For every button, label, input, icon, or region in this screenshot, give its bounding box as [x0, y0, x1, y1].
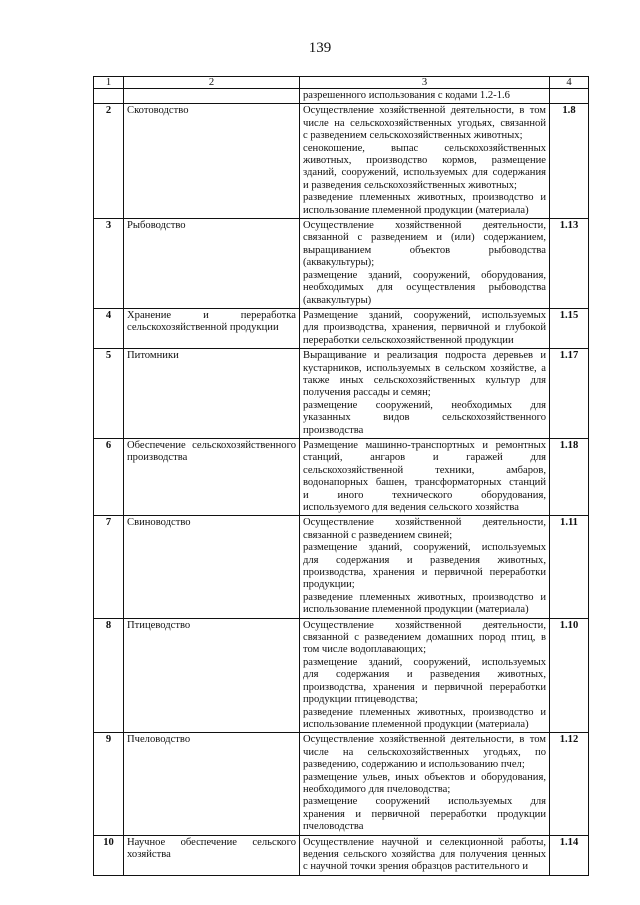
- classifier-code: 1.15: [550, 308, 589, 348]
- description-line: животных, производство кормов, размещение: [303, 155, 546, 167]
- description-line: Осуществление научной и селекционной работы,: [303, 836, 546, 848]
- table-row: [94, 104, 589, 219]
- description-line: указанных видов сельскохозяйственного: [303, 412, 546, 424]
- header-col-2: 2: [124, 77, 300, 89]
- description-line: связанной с разведением свиней;: [303, 529, 453, 541]
- use-type-name: Пчеловодство: [124, 733, 300, 835]
- continuation-text: разрешенного использования с кодами 1.2-1.6: [300, 89, 550, 104]
- description-line: станций, ангаров и гаражей для: [303, 452, 546, 464]
- description-line: для содержания и разведения животных,: [303, 669, 546, 681]
- description-line: также иных сельскохозяйственных культур для: [303, 374, 546, 386]
- use-type-description: [300, 438, 550, 515]
- header-col-4: 4: [550, 77, 589, 89]
- use-type-name: Свиноводство: [124, 516, 300, 618]
- description-line: ведения сельского хозяйства для получения ценных: [303, 848, 546, 860]
- use-type-name: Скотоводство: [124, 104, 300, 219]
- use-type-name: Рыбоводство: [124, 219, 300, 309]
- description-line: Размещение зданий, сооружений, используемых: [303, 309, 546, 321]
- description-line: необходимых для осуществления рыбоводства: [303, 282, 546, 294]
- use-type-name: Обеспечение сельскохозяйственного производства: [124, 438, 300, 515]
- table-row: [94, 219, 589, 309]
- classifier-code: 1.12: [550, 733, 589, 835]
- description-line: размещение зданий, сооружений, используемых: [303, 656, 546, 668]
- row-number: 9: [94, 733, 124, 835]
- classifier-code: 1.17: [550, 349, 589, 439]
- description-line: Осуществление хозяйственной деятельности,: [303, 220, 546, 232]
- header-col-3: 3: [300, 77, 550, 89]
- description-line: водонапорных башен, трансформаторных станций: [303, 477, 546, 489]
- row-number: 6: [94, 438, 124, 515]
- description-line: использование племенной продукции (материала): [303, 204, 529, 216]
- description-line: производства, хранения и первичной переработки: [303, 681, 546, 693]
- description-line: (аквакультуры): [303, 294, 372, 306]
- description-line: числе на сельскохозяйственных угодьях, по: [303, 746, 546, 758]
- use-type-description: [300, 835, 550, 875]
- page-number: 139: [308, 40, 332, 56]
- description-line: используемого для ведения сельского хозяйства: [303, 502, 519, 513]
- description-line: использование племенной продукции (материала): [303, 604, 529, 616]
- description-line: сельскохозяйственной техники, амбаров,: [303, 464, 546, 476]
- description-line: Осуществление хозяйственной деятельности,: [303, 517, 546, 529]
- description-line: связанной с разведением и (или) содержанием,: [303, 232, 546, 244]
- header-col-1: 1: [94, 77, 124, 89]
- description-line: продукции птицеводства;: [303, 694, 418, 706]
- description-line: разведение племенных животных, производство и: [303, 591, 546, 603]
- table-row: [94, 733, 589, 835]
- classifier-code: 1.10: [550, 618, 589, 733]
- use-type-description: [300, 516, 550, 618]
- continuation-row: [94, 89, 589, 104]
- description-line: разведение племенных животных, производство и: [303, 192, 546, 204]
- use-type-description: [300, 104, 550, 219]
- description-line: зданий, сооружений, используемых для содержания: [303, 167, 546, 179]
- description-line: размещение сооружений, необходимых для: [303, 399, 546, 411]
- description-line: использование племенной продукции (материала): [303, 718, 529, 730]
- use-type-name: Научное обеспечение сельского хозяйства: [124, 835, 300, 875]
- description-line: переработки сельскохозяйственной продукции: [303, 334, 514, 346]
- row-number: 2: [94, 104, 124, 219]
- classifier-code: 1.11: [550, 516, 589, 618]
- description-line: Осуществление хозяйственной деятельности,: [303, 619, 546, 631]
- description-line: для содержания и разведения животных,: [303, 554, 546, 566]
- description-line: и иного технического оборудования,: [303, 489, 546, 501]
- table-row: [94, 308, 589, 348]
- description-line: том числе водоплавающих;: [303, 644, 427, 656]
- description-line: Размещение машинно-транспортных и ремонтных: [303, 439, 546, 451]
- description-line: (аквакультуры);: [303, 257, 375, 269]
- description-line: и разведения сельскохозяйственных животных;: [303, 179, 517, 191]
- description-line: продукции;: [303, 579, 355, 591]
- use-type-description: [300, 733, 550, 835]
- row-number: 7: [94, 516, 124, 618]
- row-number: 8: [94, 618, 124, 733]
- description-line: выращиванием объектов рыбоводства: [303, 244, 546, 256]
- description-line: связанной с разведением домашних пород птиц, в: [303, 632, 546, 644]
- description-line: пчеловодства: [303, 821, 364, 833]
- row-number: 3: [94, 219, 124, 309]
- description-line: размещение ульев, иных объектов и оборудования,: [303, 771, 546, 783]
- table-row: [94, 349, 589, 439]
- use-type-name: Питомники: [124, 349, 300, 439]
- classifier-code: 1.8: [550, 104, 589, 219]
- description-line: размещение зданий, сооружений, оборудования,: [303, 269, 546, 281]
- description-line: Осуществление хозяйственной деятельности, в том: [303, 734, 546, 746]
- description-line: сенокошение, выпас сельскохозяйственных: [303, 142, 546, 154]
- description-line: с разведением сельскохозяйственных животных;: [303, 130, 523, 142]
- description-line: Выращивание и реализация подроста деревьев и: [303, 350, 546, 362]
- table-header-row: [94, 77, 589, 89]
- use-type-name: Хранение и переработка сельскохозяйственной продукции: [124, 308, 300, 348]
- classifier-code: 1.18: [550, 438, 589, 515]
- row-number: 5: [94, 349, 124, 439]
- description-line: необходимого для пчеловодства;: [303, 783, 451, 795]
- use-type-description: [300, 349, 550, 439]
- table-row: [94, 438, 589, 515]
- land-use-table: [93, 76, 589, 876]
- use-type-description: [300, 308, 550, 348]
- description-line: производства, хранения и первичной переработки: [303, 567, 546, 579]
- classifier-code: 1.13: [550, 219, 589, 309]
- description-line: разведение племенных животных, производство и: [303, 706, 546, 718]
- row-number: 4: [94, 308, 124, 348]
- table-row: [94, 516, 589, 618]
- description-line: для производства, хранения, первичной и глубокой: [303, 322, 546, 334]
- row-number: 10: [94, 835, 124, 875]
- table-row: [94, 835, 589, 875]
- description-line: размещение зданий, сооружений, используемых: [303, 542, 546, 554]
- description-line: получения рассады и семян;: [303, 387, 431, 399]
- description-line: кустарников, используемых в сельском хозяйстве, а: [303, 362, 546, 374]
- use-type-description: [300, 219, 550, 309]
- description-line: размещение сооружений используемых для: [303, 796, 546, 808]
- description-line: числе на сельскохозяйственных угодьях, связанной: [303, 117, 546, 129]
- description-line: производства: [303, 424, 364, 436]
- classifier-code: 1.14: [550, 835, 589, 875]
- use-type-description: [300, 618, 550, 733]
- description-line: разведению, содержанию и использованию пчел;: [303, 759, 525, 771]
- description-line: хранения и первичной переработки продукции: [303, 808, 546, 820]
- description-line: Осуществление хозяйственной деятельности, в том: [303, 105, 546, 117]
- table-row: [94, 618, 589, 733]
- description-line: с научной точки зрения образцов растительного и: [303, 861, 529, 873]
- use-type-name: Птицеводство: [124, 618, 300, 733]
